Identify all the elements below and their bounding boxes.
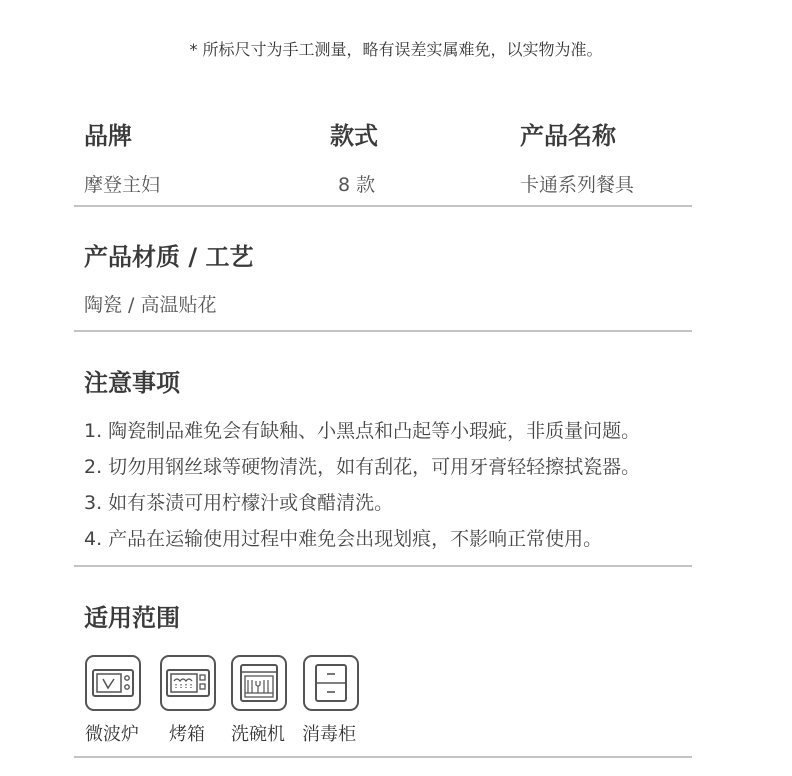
divider [74, 756, 692, 758]
care-item: 2. 切勿用钢丝球等硬物清洗，如有刮花，可用牙膏轻轻擦拭瓷器。 [84, 456, 641, 478]
material-label: 产品材质 / 工艺 [84, 243, 254, 271]
microwave-icon [85, 655, 141, 711]
material-value: 陶瓷 / 高温贴花 [84, 294, 217, 316]
usage-item-label: 消毒柜 [302, 724, 356, 745]
care-item: 3. 如有茶渍可用柠檬汁或食醋清洗。 [84, 492, 394, 514]
usage-item-label: 洗碗机 [231, 724, 285, 745]
oven-icon [160, 655, 216, 711]
usage-item-label: 烤箱 [169, 724, 205, 745]
style-label: 款式 [330, 122, 378, 150]
style-value: 8 款 [338, 174, 376, 196]
care-item: 1. 陶瓷制品难免会有缺釉、小黑点和凸起等小瑕疵，非质量问题。 [84, 420, 641, 442]
divider [74, 205, 692, 207]
divider [74, 330, 692, 332]
brand-label: 品牌 [84, 122, 132, 150]
product-name-label: 产品名称 [520, 122, 616, 150]
divider [74, 565, 692, 567]
care-item: 4. 产品在运输使用过程中难免会出现划痕，不影响正常使用。 [84, 528, 603, 550]
care-label: 注意事项 [84, 369, 180, 397]
product-name-value: 卡通系列餐具 [520, 174, 635, 196]
usage-label: 适用范围 [84, 604, 180, 632]
sterilizer-cabinet-icon [303, 655, 359, 711]
measurement-note: * 所标尺寸为手工测量，略有误差实属难免，以实物为准。 [189, 40, 603, 59]
usage-item-label: 微波炉 [85, 724, 139, 745]
dishwasher-icon [231, 655, 287, 711]
brand-value: 摩登主妇 [84, 174, 161, 196]
